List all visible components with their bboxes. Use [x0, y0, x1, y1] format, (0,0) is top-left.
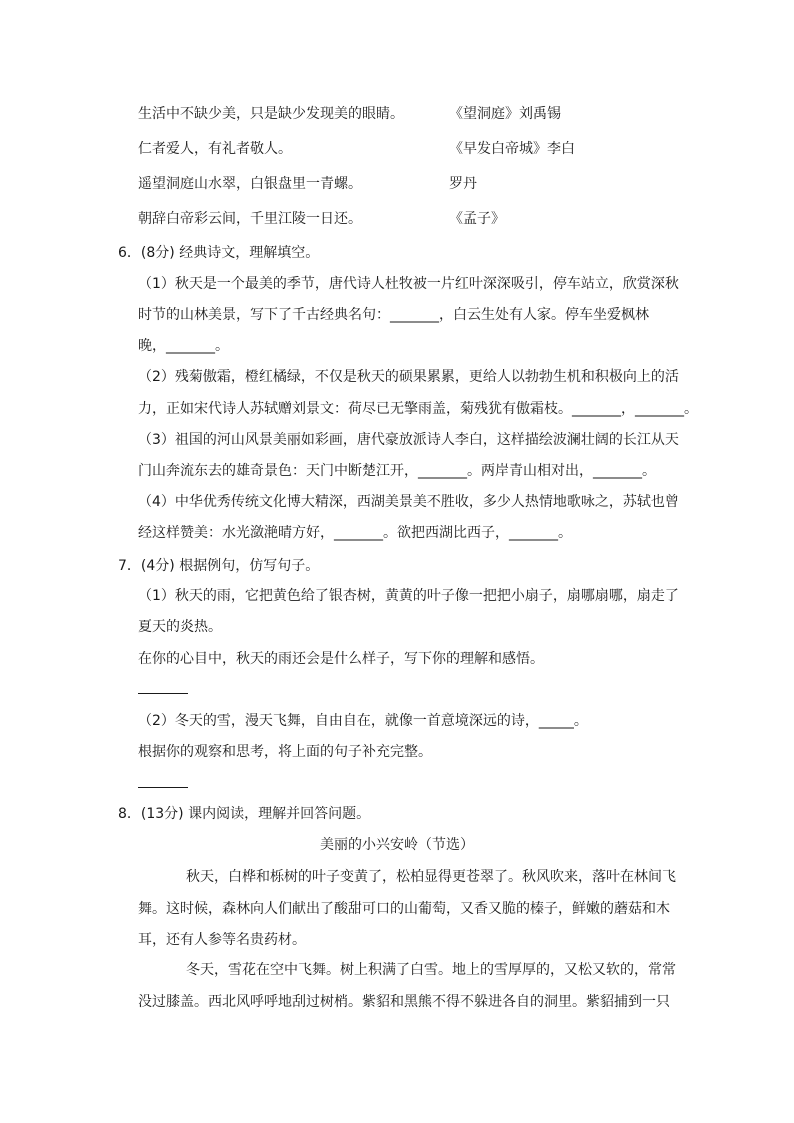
match-left-3: 遥望洞庭山水翠，白银盘里一青螺。 — [138, 176, 362, 192]
match-right-3: 罗丹 — [449, 176, 477, 192]
question-6-title: 6．(8分) 经典诗文，理解填空。 — [118, 245, 320, 261]
q7-part2-prompt: 根据你的观察和思考，将上面的句子补充完整。 — [138, 744, 432, 760]
answer-blank-1[interactable] — [138, 693, 188, 694]
question-7-title: 7．(4分) 根据例句，仿写句子。 — [118, 558, 320, 574]
q6-part2-line2: 力，正如宋代诗人苏轼赠刘景文：荷尽已无擎雨盖，菊残犹有傲霜枝。_______，_______。 — [138, 401, 698, 417]
q6-part3-line1: （3）祖国的河山风景美丽如彩画，唐代豪放派诗人李白，这样描绘波澜壮阔的长江从天 — [138, 432, 679, 448]
passage-para1-line2: 舞。这时候，森林向人们献出了酸甜可口的山葡萄，又香又脆的榛子，鲜嫩的蘑菇和木 — [138, 901, 670, 917]
q6-part4-line1: （4）中华优秀传统文化博大精深，西湖美景美不胜收，多少人热情地歌咏之，苏轼也曾 — [138, 494, 679, 510]
q7-part1-prompt: 在你的心目中，秋天的雨还会是什么样子，写下你的理解和感悟。 — [138, 651, 544, 667]
passage-para2-line1: 冬天，雪花在空中飞舞。树上积满了白雪。地上的雪厚厚的，又松又软的，常常 — [186, 962, 676, 978]
q6-part1-line3: 晚，_______。 — [138, 338, 229, 354]
passage-title: 美丽的小兴安岭（节选） — [320, 837, 474, 853]
passage-para1-line3: 耳，还有人参等名贵药材。 — [138, 932, 306, 948]
match-left-4: 朝辞白帝彩云间，千里江陵一日还。 — [138, 211, 362, 227]
q7-part1-line2: 夏天的炎热。 — [138, 619, 222, 635]
passage-para2-line2: 没过膝盖。西北风呼呼地刮过树梢。紫貂和黑熊不得不躲进各自的洞里。紫貂捕到一只 — [138, 994, 670, 1010]
q6-part2-line1: （2）残菊傲霜，橙红橘绿，不仅是秋天的硕果累累，更给人以勃勃生机和积极向上的活 — [138, 369, 679, 385]
match-left-2: 仁者爱人，有礼者敬人。 — [138, 141, 292, 157]
match-right-2: 《早发白帝城》李白 — [449, 141, 575, 157]
match-left-1: 生活中不缺少美，只是缺少发现美的眼睛。 — [138, 106, 404, 122]
q6-part1-line1: （1）秋天是一个最美的季节，唐代诗人杜牧被一片红叶深深吸引，停车站立，欣赏深秋 — [138, 276, 679, 292]
q6-part1-line2: 时节的山林美景，写下了千古经典名句：_______，白云生处有人家。停车坐爱枫林 — [138, 307, 649, 323]
passage-para1-line1: 秋天，白桦和栎树的叶子变黄了，松柏显得更苍翠了。秋风吹来，落叶在林间飞 — [186, 869, 676, 885]
q7-part1-line1: （1）秋天的雨，它把黄色给了银杏树，黄黄的叶子像一把把小扇子，扇哪扇哪，扇走了 — [138, 588, 679, 604]
q7-part2-line1: （2）冬天的雪，漫天飞舞，自由自在，就像一首意境深远的诗，_____。 — [138, 713, 588, 729]
q6-part4-line2: 经这样赞美：水光潋滟晴方好，_______。欲把西湖比西子，_______。 — [138, 525, 572, 541]
q6-part3-line2: 门山奔流东去的雄奇景色：天门中断楚江开，_______。两岸青山相对出，_______。 — [138, 463, 656, 479]
match-right-1: 《望洞庭》刘禹锡 — [449, 106, 561, 122]
match-right-4: 《孟子》 — [449, 211, 505, 227]
question-8-title: 8．(13分) 课内阅读，理解并回答问题。 — [118, 806, 371, 822]
answer-blank-2[interactable] — [138, 787, 188, 788]
